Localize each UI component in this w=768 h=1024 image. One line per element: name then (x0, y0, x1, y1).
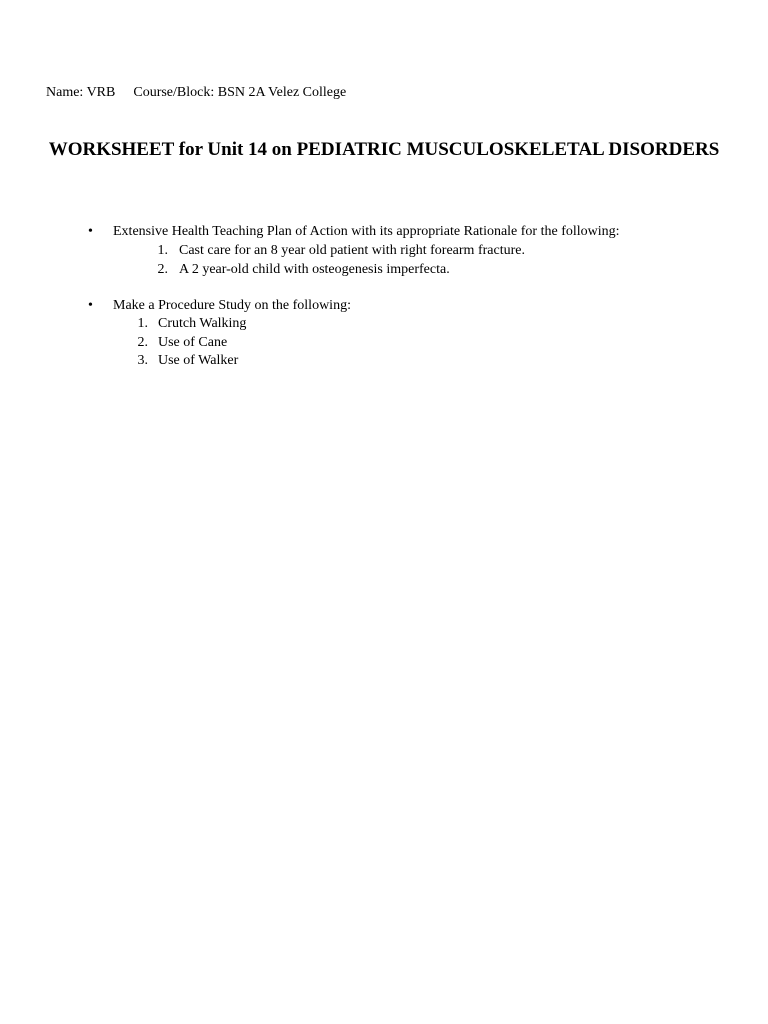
item-number: 2. (137, 335, 148, 350)
student-name: Name: VRB (46, 85, 116, 100)
bullet-icon: • (88, 298, 93, 313)
item-number: 3. (137, 353, 148, 368)
item-text: A 2 year-old child with osteogenesis imperfecta. (179, 262, 450, 277)
course-block: Course/Block: BSN 2A Velez College (133, 85, 347, 100)
item-number: 1. (157, 243, 168, 258)
item-number: 1. (137, 316, 148, 331)
section-1-text: Extensive Health Teaching Plan of Action with its appropriate Rationale for the following: (113, 224, 620, 239)
item-text: Use of Walker (158, 353, 239, 368)
item-text: Cast care for an 8 year old patient with right forearm fracture. (179, 243, 525, 258)
section-2-text: Make a Procedure Study on the following: (113, 298, 351, 313)
item-text: Crutch Walking (158, 316, 247, 331)
page-title: WORKSHEET for Unit 14 on PEDIATRIC MUSCULOSKELETAL DISORDERS (48, 139, 720, 160)
item-text: Use of Cane (158, 335, 228, 350)
bullet-icon: • (88, 224, 93, 239)
header-line (46, 84, 346, 102)
item-number: 2. (157, 262, 168, 277)
